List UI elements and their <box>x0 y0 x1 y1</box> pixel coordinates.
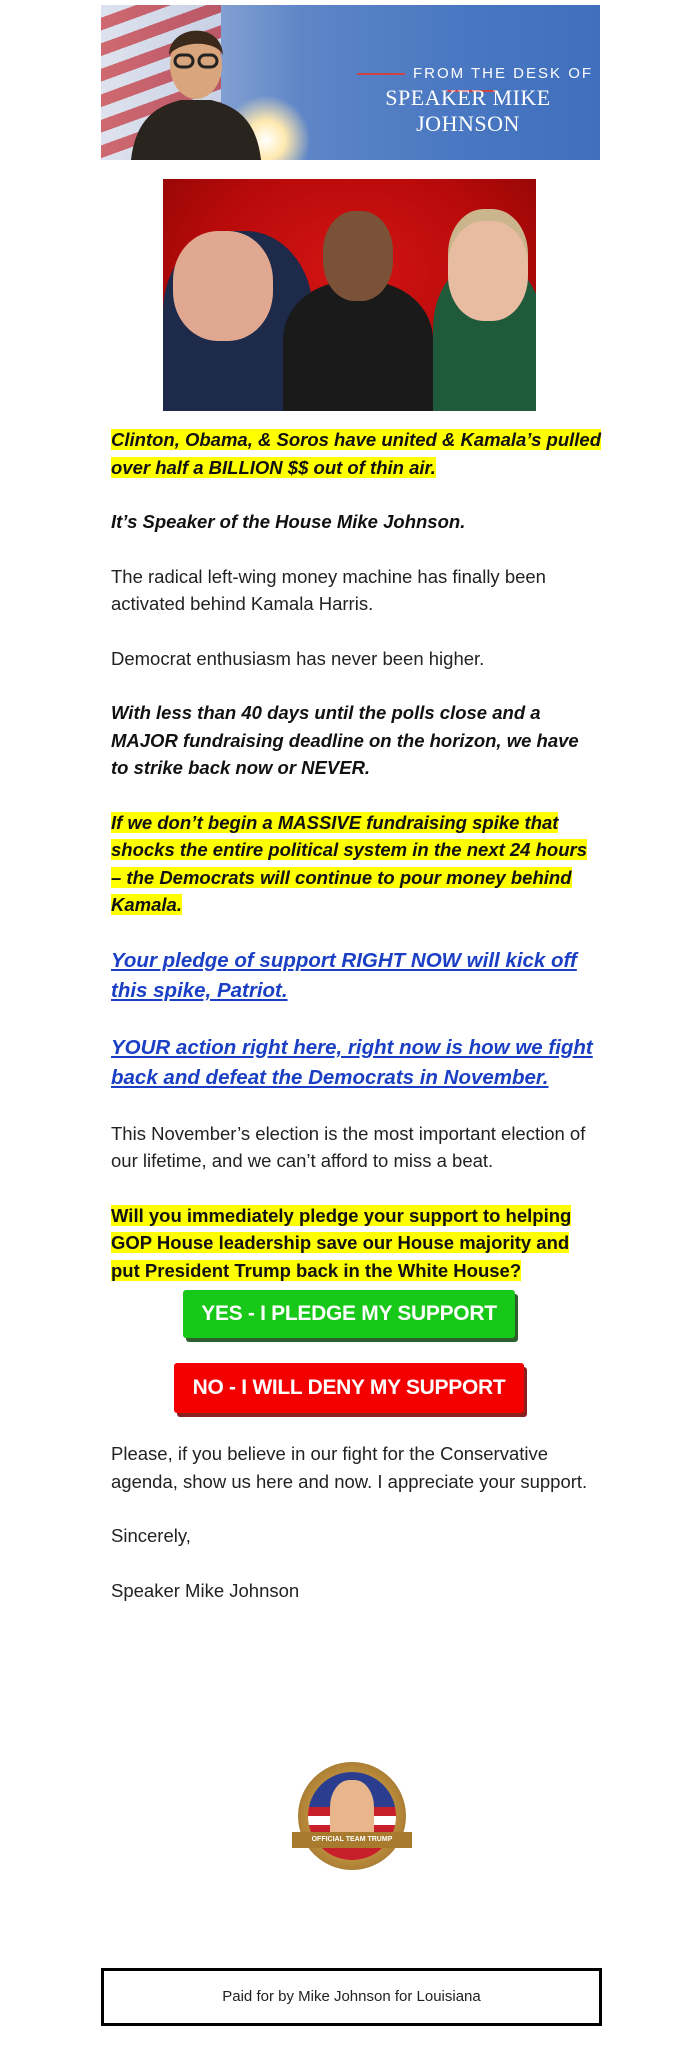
team-trump-seal-logo <box>298 1762 406 1870</box>
email-body <box>111 426 601 1311</box>
yes-pledge-button[interactable]: YES - I PLEDGE MY SUPPORT <box>183 1290 515 1338</box>
soros-obama-clinton-photo <box>163 179 536 411</box>
seal-ribbon: OFFICIAL TEAM TRUMP <box>292 1832 412 1848</box>
header-title: SPEAKER MIKE JOHNSON <box>385 85 551 136</box>
highlighted-paragraph: If we don’t begin a MASSIVE fundraising spike that shocks the entire political system in the next 24 hours – the Democrats will continue to pour money behind Kamala. <box>111 811 588 915</box>
speaker-portrait <box>131 15 261 160</box>
pledge-link[interactable]: Your pledge of support RIGHT NOW will kick off this spike, Patriot. <box>111 948 577 1002</box>
paragraph: Democrat enthusiasm has never been higher. <box>111 647 485 669</box>
headline: Clinton, Obama, & Soros have united & Kamala’s pulled over half a BILLION $$ out of thin air. <box>111 429 602 478</box>
seal-portrait <box>330 1780 374 1840</box>
pledge-question: Will you immediately pledge your support to helping GOP House leadership save our House majority and put President Trump back in the White House? <box>111 1204 572 1281</box>
face-right <box>448 221 528 321</box>
closing <box>111 1440 601 1631</box>
intro: It’s Speaker of the House Mike Johnson. <box>111 511 466 532</box>
header-kicker: FROM THE DESK OF <box>341 65 600 99</box>
signature: Speaker Mike Johnson <box>111 1579 300 1601</box>
header-banner <box>101 5 600 160</box>
closing-paragraph: Please, if you believe in our fight for the Conservative agenda, show us here and now. I appreciate your support. <box>111 1443 588 1492</box>
paragraph-emphasis: With less than 40 days until the polls close and a MAJOR fundraising deadline on the horizon, we have to strike back now or NEVER. <box>111 702 579 778</box>
paragraph: The radical left-wing money machine has finally been activated behind Kamala Harris. <box>111 565 546 614</box>
no-deny-button[interactable]: NO - I WILL DENY MY SUPPORT <box>174 1363 524 1413</box>
signoff: Sincerely, <box>111 1525 191 1546</box>
paragraph: This November’s election is the most important election of our lifetime, and we can’t afford to miss a beat. <box>111 1122 586 1171</box>
paid-for-disclaimer: Paid for by Mike Johnson for Louisiana <box>101 1968 602 2026</box>
face-left <box>173 231 273 341</box>
face-center <box>323 211 393 301</box>
action-link[interactable]: YOUR action right here, right now is how we fight back and defeat the Democrats in November. <box>111 1035 593 1089</box>
